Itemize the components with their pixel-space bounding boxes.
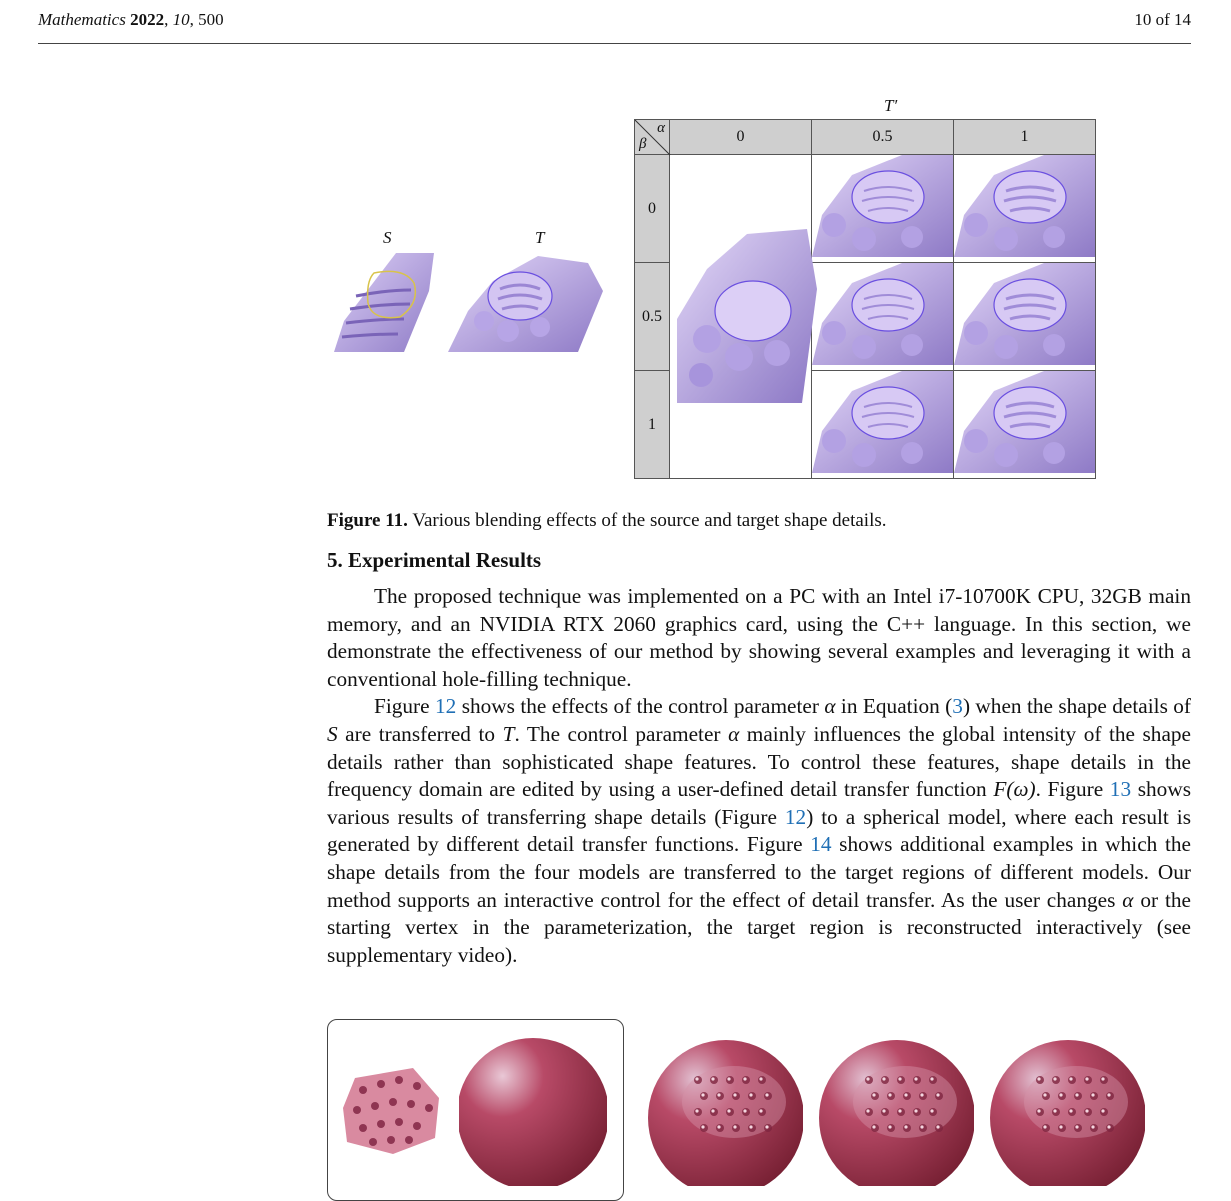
beta-header-2: 1 [635, 371, 670, 479]
beta-header-1: 0.5 [635, 263, 670, 371]
alpha-symbol: α [657, 120, 665, 136]
blend-result-cell [954, 155, 1096, 263]
body-text [327, 583, 1191, 969]
paragraph-2: Figure 12 shows the effects of the control parameter α in Equation (3) when the shape details of S are transferred to T. The control parameter α mainly influences the global intensity of the shape details rather than sophisticated shape features. To control these features, shape details in the frequency domain are edited by using a user-defined detail transfer function F(ω). Figure 13 shows various results of transferring shape details (Figure 12) to a spherical model, where each result is generated by different detail transfer functions. Figure 14 shows additional examples in which the shape details from the four models are transferred to the target regions of different models. Our method supports an interactive control for the effect of detail transfer. As the user changes α or the starting vertex in the parameterization, the target region is reconstructed interactively (see supplementary video). [327, 694, 1192, 967]
target-shape-t [448, 251, 603, 352]
beta-symbol: β [639, 136, 647, 152]
paragraph-1: The proposed technique was implemented on a PC with an Intel i7-10700K CPU, 32GB main memory, and an NVIDIA RTX 2060 graphics card, using the C++ language. In this section, we demonstrate the effectiveness of our method by showing several examples and leveraging it with a conventional hole-filling technique. [327, 584, 1191, 691]
alpha-header-2: 1 [954, 120, 1096, 155]
beta-header-0: 0 [635, 155, 670, 263]
label-t-prime: T′ [884, 96, 898, 115]
header-rule [38, 43, 1191, 44]
figure-ref-link[interactable]: 12 [784, 804, 807, 829]
detail-patch [343, 1068, 441, 1154]
blend-result-cell [812, 371, 954, 479]
grid-corner [635, 120, 670, 155]
alpha-header-0: 0 [670, 120, 812, 155]
equation-ref-link[interactable]: 3 [952, 694, 963, 719]
alpha-zero-render [677, 229, 817, 403]
figure-11-caption: Figure 11. Various blending effects of the source and target shape details. [327, 510, 887, 531]
figure-ref-link[interactable]: 14 [810, 832, 832, 857]
page-number: 10 of 14 [1134, 10, 1191, 29]
section-title: 5. Experimental Results [327, 548, 542, 572]
source-shape-s [334, 251, 434, 352]
journal-citation: Mathematics 2022, 10, 500 [38, 10, 224, 29]
sphere-result [819, 1036, 974, 1186]
sphere-result [990, 1036, 1145, 1186]
blend-result-cell [812, 155, 954, 263]
blend-result-cell [954, 371, 1096, 479]
blend-result-cell [812, 263, 954, 371]
sphere-result [648, 1036, 803, 1186]
alpha-header-1: 0.5 [812, 120, 954, 155]
plain-sphere [459, 1036, 607, 1186]
label-s: S [383, 228, 392, 247]
page-header [38, 10, 1191, 34]
label-t: T [535, 228, 545, 247]
figure-ref-link[interactable]: 12 [435, 694, 457, 719]
blend-result-cell [954, 263, 1096, 371]
figure-ref-link[interactable]: 13 [1109, 777, 1132, 802]
